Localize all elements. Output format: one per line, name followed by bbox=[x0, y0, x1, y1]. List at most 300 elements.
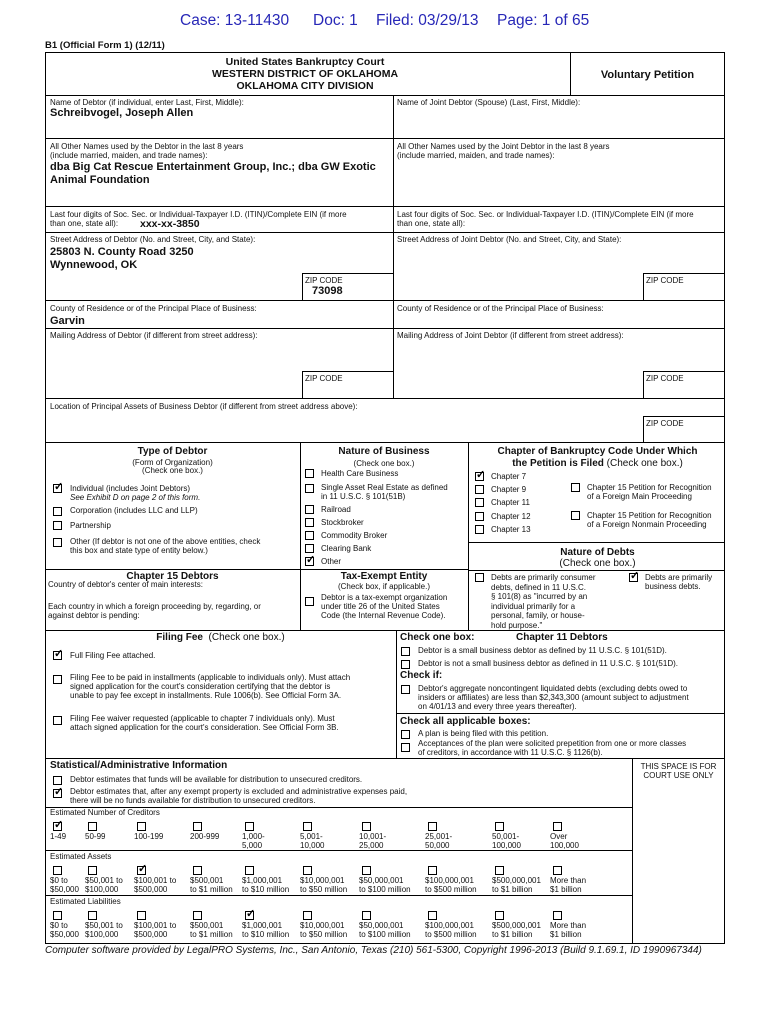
chapter-title-2 bbox=[470, 458, 725, 469]
county-label: County of Residence or of the Principal Place of Business: bbox=[50, 304, 257, 313]
assets-option-9-checkbox[interactable] bbox=[495, 866, 504, 875]
liabilities-option-7-line-2: to $100 million bbox=[359, 930, 411, 939]
creditors-option-8-line-2: 50,000 bbox=[425, 841, 450, 850]
clearing-label: Clearing Bank bbox=[321, 544, 372, 553]
liabilities-option-3-line-1: $100,001 to bbox=[134, 921, 177, 930]
doc-number: Doc: 1 bbox=[313, 12, 358, 29]
liabilities-option-8-label bbox=[425, 921, 477, 939]
assets-option-2-line-1: $50,001 to bbox=[85, 876, 123, 885]
creditors-option-7-line-1: 10,001- bbox=[359, 832, 387, 841]
business-debts-label-2: business debts. bbox=[645, 582, 701, 591]
partnership-label: Partnership bbox=[70, 521, 111, 530]
tax-exempt-3: Code (the Internal Revenue Code). bbox=[321, 611, 446, 620]
creditors-option-8-line-1: 25,001- bbox=[425, 832, 453, 841]
liabilities-option-4-line-1: $500,001 bbox=[190, 921, 224, 930]
liabilities-option-5-checkbox[interactable] bbox=[245, 911, 254, 920]
assets-label: Estimated Assets bbox=[50, 852, 112, 861]
commodity-checkbox[interactable] bbox=[305, 531, 314, 540]
assets-option-3-line-2: $500,000 bbox=[134, 885, 168, 894]
sare-checkbox[interactable] bbox=[305, 484, 314, 493]
tax-exempt-1: Debtor is a tax-exempt organization bbox=[321, 593, 448, 602]
ssn-value[interactable]: xxx-xx-3850 bbox=[140, 218, 200, 230]
other-names-1[interactable]: dba Big Cat Rescue Entertainment Group, Inc.; dba GW Exotic bbox=[50, 161, 376, 173]
not-small-business-checkbox[interactable] bbox=[401, 660, 410, 669]
chapter-15-debtors-title: Chapter 15 Debtors bbox=[126, 571, 219, 582]
divider bbox=[45, 398, 725, 399]
zip-label: ZIP CODE bbox=[305, 276, 343, 285]
liabilities-option-10-checkbox[interactable] bbox=[553, 911, 562, 920]
full-fee-label: Full Filing Fee attached. bbox=[70, 651, 156, 660]
joint-mailing-zip-label: ZIP CODE bbox=[646, 374, 684, 383]
liabilities-option-5-line-2: to $10 million bbox=[242, 930, 290, 939]
divider bbox=[45, 232, 725, 233]
small-business-checkbox[interactable] bbox=[401, 647, 410, 656]
divider bbox=[393, 95, 394, 398]
mailing-label: Mailing Address of Debtor (if different from street address): bbox=[50, 331, 258, 340]
divider bbox=[643, 416, 644, 442]
individual-label: Individual (includes Joint Debtors) bbox=[70, 484, 191, 493]
filed-date: Filed: 03/29/13 bbox=[376, 12, 479, 29]
court-use-only-1: THIS SPACE IS FOR bbox=[640, 762, 717, 771]
assets-option-1-checkbox[interactable] bbox=[53, 866, 62, 875]
assets-option-1-line-1: $0 to bbox=[50, 876, 68, 885]
assets-option-7-label bbox=[359, 876, 411, 894]
other-business-checkbox[interactable] bbox=[305, 557, 314, 566]
assets-option-7-line-1: $50,000,001 bbox=[359, 876, 404, 885]
installments-checkbox[interactable] bbox=[53, 675, 62, 684]
commodity-label: Commodity Broker bbox=[321, 531, 388, 540]
liabilities-option-1-checkbox[interactable] bbox=[53, 911, 62, 920]
chapter-15-nonmain-checkbox[interactable] bbox=[571, 511, 580, 520]
liabilities-option-8-line-2: to $500 million bbox=[425, 930, 477, 939]
consumer-1: Debts are primarily consumer bbox=[491, 573, 596, 582]
assets-option-10-line-1: More than bbox=[550, 876, 587, 885]
assets-option-6-line-2: to $50 million bbox=[300, 885, 348, 894]
assets-option-8-line-2: to $500 million bbox=[425, 885, 477, 894]
liabilities-option-7-checkbox[interactable] bbox=[362, 911, 371, 920]
divider bbox=[396, 630, 397, 758]
other-entity-label-2: this box and state type of entity below.) bbox=[70, 546, 208, 555]
divider bbox=[45, 95, 725, 96]
installments-1: Filing Fee to be paid in installments (applicable to individuals only). Must attach bbox=[70, 673, 351, 682]
chapter-title-2-sub: (Check one box.) bbox=[606, 458, 683, 469]
creditors-option-10-checkbox[interactable] bbox=[553, 822, 562, 831]
liabilities-option-3-label bbox=[134, 921, 176, 939]
assets-option-2-line-2: $100,000 bbox=[85, 885, 119, 894]
funds-not-available-1: Debtor estimates that, after any exempt property is excluded and administrative expenses paid, bbox=[70, 787, 408, 796]
liabilities-option-5-label bbox=[242, 921, 289, 939]
assets-option-10-label bbox=[550, 876, 586, 894]
divider bbox=[45, 206, 725, 207]
chapter-title: Chapter of Bankruptcy Code Under Which bbox=[497, 446, 698, 457]
chapter-15-main-label-2: of a Foreign Main Proceeding bbox=[587, 492, 692, 501]
assets-option-6-checkbox[interactable] bbox=[303, 866, 312, 875]
assets-option-1-line-2: $50,000 bbox=[50, 885, 79, 894]
tax-exempt-2: under title 26 of the United States bbox=[321, 602, 440, 611]
divider bbox=[45, 138, 725, 139]
assets-option-7-checkbox[interactable] bbox=[362, 866, 371, 875]
creditors-option-4-line-1: 200-999 bbox=[190, 832, 220, 841]
divider bbox=[643, 273, 725, 274]
assets-option-1-label bbox=[50, 876, 79, 894]
tax-exempt-sub: (Check box, if applicable.) bbox=[337, 582, 431, 591]
debtor-name[interactable]: Schreibvogel, Joseph Allen bbox=[50, 107, 194, 119]
chapter-11-checkbox[interactable] bbox=[475, 498, 484, 507]
divider bbox=[643, 371, 725, 372]
joint-other-names-label-2: (include married, maiden, and trade names): bbox=[397, 151, 555, 160]
creditors-option-4-checkbox[interactable] bbox=[193, 822, 202, 831]
divider bbox=[45, 442, 725, 443]
other-names-label-2: (include married, maiden, and trade names): bbox=[50, 151, 208, 160]
plan-filed-checkbox[interactable] bbox=[401, 730, 410, 739]
full-fee-checkbox[interactable] bbox=[53, 651, 62, 660]
liabilities-option-2-label bbox=[85, 921, 123, 939]
assets-option-10-line-2: $1 billion bbox=[550, 885, 582, 894]
creditors-option-9-checkbox[interactable] bbox=[495, 822, 504, 831]
form-id: B1 (Official Form 1) (12/11) bbox=[45, 40, 165, 51]
creditors-option-3-line-1: 100-199 bbox=[134, 832, 164, 841]
ssn-label-2: than one, state all): bbox=[50, 219, 119, 228]
check-one-box: Check one box: bbox=[400, 632, 475, 643]
footer-credit: Computer software provided by LegalPRO Systems, Inc., San Antonio, Texas (210) 561-5300, Copyright 1996-2013 (Build 9.1.69.1, ID 1990967344) bbox=[45, 945, 702, 956]
liabilities-option-6-line-1: $10,000,001 bbox=[300, 921, 345, 930]
other-names-label: All Other Names used by the Debtor in the last 8 years bbox=[50, 142, 244, 151]
chapter-15-main-label: Chapter 15 Petition for Recognition bbox=[587, 483, 712, 492]
chapter-9-checkbox[interactable] bbox=[475, 485, 484, 494]
creditors-option-4-label bbox=[190, 832, 219, 841]
liabilities-option-3-checkbox[interactable] bbox=[137, 911, 146, 920]
chapter-12-checkbox[interactable] bbox=[475, 512, 484, 521]
creditors-option-6-line-2: 10,000 bbox=[300, 841, 325, 850]
creditors-option-7-checkbox[interactable] bbox=[362, 822, 371, 831]
liabilities-option-10-line-1: More than bbox=[550, 921, 587, 930]
other-business-label: Other bbox=[321, 557, 342, 566]
creditors-option-8-checkbox[interactable] bbox=[428, 822, 437, 831]
divider bbox=[643, 416, 725, 417]
assets-option-9-line-2: to $1 billion bbox=[492, 885, 533, 894]
filing-fee-title-main: Filing Fee bbox=[156, 632, 203, 643]
assets-option-10-checkbox[interactable] bbox=[553, 866, 562, 875]
divider bbox=[302, 371, 303, 398]
debtor-name-label: Name of Debtor (if individual, enter Last, First, Middle): bbox=[50, 98, 244, 107]
court-line-1: United States Bankruptcy Court bbox=[225, 56, 385, 68]
assets-option-5-line-1: $1,000,001 bbox=[242, 876, 283, 885]
chapter-15-main-checkbox[interactable] bbox=[571, 483, 580, 492]
liabilities-option-6-checkbox[interactable] bbox=[303, 911, 312, 920]
waiver-1: Filing Fee waiver requested (applicable to chapter 7 individuals only). Must bbox=[70, 714, 335, 723]
creditors-option-5-label bbox=[242, 832, 265, 850]
nature-of-debts-sub: (Check one box.) bbox=[559, 558, 636, 569]
other-entity-checkbox[interactable] bbox=[53, 538, 62, 547]
assets-option-6-line-1: $10,000,001 bbox=[300, 876, 345, 885]
liabilities-option-6-label bbox=[300, 921, 347, 939]
creditors-label: Estimated Number of Creditors bbox=[50, 808, 160, 817]
partnership-checkbox[interactable] bbox=[53, 521, 62, 530]
check-if: Check if: bbox=[400, 670, 443, 681]
health-care-label: Health Care Business bbox=[321, 469, 399, 478]
aggregate-debts-checkbox[interactable] bbox=[401, 685, 410, 694]
stockbroker-checkbox[interactable] bbox=[305, 518, 314, 527]
liabilities-option-5-line-1: $1,000,001 bbox=[242, 921, 283, 930]
each-country-label: Each country in which a foreign proceeding by, regarding, or bbox=[48, 602, 261, 611]
each-country-label-2: against debtor is pending: bbox=[48, 611, 140, 620]
docket-header bbox=[0, 10, 770, 34]
creditors-option-9-line-2: 100,000 bbox=[492, 841, 521, 850]
creditors-option-10-label bbox=[550, 832, 579, 850]
court-title bbox=[150, 56, 460, 92]
divider bbox=[45, 569, 468, 570]
check-all-applicable: Check all applicable boxes: bbox=[400, 716, 531, 727]
small-business-label: Debtor is a small business debtor as defined by 11 U.S.C. § 101(51D). bbox=[418, 646, 667, 655]
liabilities-option-9-checkbox[interactable] bbox=[495, 911, 504, 920]
chapter-9-label: Chapter 9 bbox=[491, 485, 527, 494]
liabilities-option-8-line-1: $100,000,001 bbox=[425, 921, 474, 930]
mailing-zip-label: ZIP CODE bbox=[305, 374, 343, 383]
creditors-option-3-label bbox=[134, 832, 163, 841]
divider bbox=[45, 300, 725, 301]
consumer-6: hold purpose." bbox=[491, 620, 543, 630]
liabilities-option-9-line-1: $500,000,001 bbox=[492, 921, 541, 930]
creditors-option-6-label bbox=[300, 832, 324, 850]
nature-of-business-sub: (Check one box.) bbox=[353, 459, 415, 468]
creditors-option-10-line-1: Over bbox=[550, 832, 568, 841]
divider bbox=[643, 371, 644, 398]
chapter-7-label: Chapter 7 bbox=[491, 472, 527, 481]
county-value[interactable]: Garvin bbox=[50, 315, 85, 327]
health-care-checkbox[interactable] bbox=[305, 469, 314, 478]
liabilities-option-1-label bbox=[50, 921, 79, 939]
consumer-2: debts, defined in 11 U.S.C. bbox=[491, 582, 587, 592]
divider bbox=[302, 273, 393, 274]
filing-fee-title bbox=[45, 632, 396, 643]
filing-fee-sub: (Check one box.) bbox=[208, 632, 285, 643]
creditors-option-3-checkbox[interactable] bbox=[137, 822, 146, 831]
assets-option-9-label bbox=[492, 876, 541, 894]
assets-option-4-label bbox=[190, 876, 233, 894]
liabilities-option-1-line-2: $50,000 bbox=[50, 930, 79, 939]
liabilities-option-10-line-2: $1 billion bbox=[550, 930, 582, 939]
other-entity-label: Other (If debtor is not one of the above entities, check bbox=[70, 537, 261, 546]
not-small-business-label: Debtor is not a small business debtor as defined in 11 U.S.C. § 101(51D). bbox=[418, 659, 678, 668]
nature-of-debts-title: Nature of Debts bbox=[560, 547, 635, 558]
court-line-3: OKLAHOMA CITY DIVISION bbox=[236, 80, 374, 92]
creditors-option-9-line-1: 50,001- bbox=[492, 832, 520, 841]
creditors-option-5-line-1: 1,000- bbox=[242, 832, 265, 841]
consumer-4: individual primarily for a bbox=[491, 601, 576, 611]
case-number: Case: 13-11430 bbox=[180, 12, 290, 29]
waiver-2: attach signed application for the court's consideration. See Official Form 3B. bbox=[70, 723, 339, 732]
divider bbox=[45, 895, 632, 896]
aggregate-3: on 4/01/13 and every three years thereafter). bbox=[418, 702, 577, 711]
assets-option-4-checkbox[interactable] bbox=[193, 866, 202, 875]
liabilities-option-1-line-1: $0 to bbox=[50, 921, 68, 930]
business-debts-checkbox[interactable] bbox=[629, 573, 638, 582]
chapter-15-nonmain-label: Chapter 15 Petition for Recognition bbox=[587, 511, 712, 520]
clearing-checkbox[interactable] bbox=[305, 544, 314, 553]
street-label: Street Address of Debtor (No. and Street, City, and State): bbox=[50, 235, 256, 244]
liabilities-option-7-line-1: $50,000,001 bbox=[359, 921, 404, 930]
court-use-only-2: COURT USE ONLY bbox=[643, 771, 714, 780]
liabilities-option-6-line-2: to $50 million bbox=[300, 930, 348, 939]
individual-checkbox[interactable] bbox=[53, 484, 62, 493]
chapter-12-label: Chapter 12 bbox=[491, 512, 531, 521]
joint-mailing-label: Mailing Address of Joint Debtor (if different from street address): bbox=[397, 331, 624, 340]
joint-street-label: Street Address of Joint Debtor (No. and Street, City, and State): bbox=[397, 235, 622, 244]
creditors-option-5-line-2: 5,000 bbox=[242, 841, 263, 850]
assets-option-4-line-2: to $1 million bbox=[190, 885, 233, 894]
assets-option-3-label bbox=[134, 876, 176, 894]
acceptances-checkbox[interactable] bbox=[401, 743, 410, 752]
divider bbox=[570, 52, 571, 95]
creditors-option-7-label bbox=[359, 832, 386, 850]
assets-option-8-line-1: $100,000,001 bbox=[425, 876, 474, 885]
assets-option-8-label bbox=[425, 876, 477, 894]
ssn-label: Last four digits of Soc. Sec. or Individual-Taxpayer I.D. (ITIN)/Complete EIN (if more bbox=[50, 210, 347, 219]
creditors-option-1-label bbox=[50, 832, 66, 841]
acceptances-1: Acceptances of the plan were solicited prepetition from one or more classes bbox=[418, 739, 687, 748]
chapter-7-checkbox[interactable] bbox=[475, 472, 484, 481]
divider bbox=[396, 713, 725, 714]
joint-name-label: Name of Joint Debtor (Spouse) (Last, First, Middle): bbox=[397, 98, 581, 107]
assets-option-5-label bbox=[242, 876, 289, 894]
funds-available-label: Debtor estimates that funds will be available for distribution to unsecured creditors. bbox=[70, 775, 363, 784]
chapter-11-label: Chapter 11 bbox=[491, 498, 530, 507]
business-debts-label: Debts are primarily bbox=[645, 573, 713, 582]
liabilities-option-2-checkbox[interactable] bbox=[88, 911, 97, 920]
divider bbox=[300, 442, 301, 630]
creditors-option-1-line-1: 1-49 bbox=[50, 832, 67, 841]
divider bbox=[632, 758, 633, 944]
creditors-option-9-label bbox=[492, 832, 521, 850]
assets-option-2-label bbox=[85, 876, 123, 894]
location-label: Location of Principal Assets of Business Debtor (if different from street address above): bbox=[50, 402, 358, 411]
street-line-1[interactable]: 25803 N. County Road 3250 bbox=[50, 246, 194, 258]
creditors-option-2-checkbox[interactable] bbox=[88, 822, 97, 831]
consumer-debts-label bbox=[491, 573, 595, 630]
chapter-13-label: Chapter 13 bbox=[491, 525, 531, 534]
street-line-2[interactable]: Wynnewood, OK bbox=[50, 259, 138, 271]
waiver-checkbox[interactable] bbox=[53, 716, 62, 725]
chapter-13-checkbox[interactable] bbox=[475, 525, 484, 534]
type-of-debtor-sub2: (Check one box.) bbox=[142, 466, 203, 475]
liabilities-option-9-line-2: to $1 billion bbox=[492, 930, 533, 939]
page-number: Page: 1 of 65 bbox=[497, 12, 590, 29]
creditors-option-6-checkbox[interactable] bbox=[303, 822, 312, 831]
divider bbox=[45, 630, 725, 631]
sare-label-2: in 11 U.S.C. § 101(51B) bbox=[321, 492, 406, 501]
chapter-11-debtors-title: Chapter 11 Debtors bbox=[516, 632, 608, 643]
joint-ssn-label-2: than one, state all): bbox=[397, 219, 466, 228]
creditors-option-5-checkbox[interactable] bbox=[245, 822, 254, 831]
funds-not-available-checkbox[interactable] bbox=[53, 789, 62, 798]
liabilities-option-10-label bbox=[550, 921, 586, 939]
consumer-debts-checkbox[interactable] bbox=[475, 573, 484, 582]
acceptances-2: of creditors, in accordance with 11 U.S.C. § 1126(b). bbox=[418, 748, 603, 757]
creditors-option-8-label bbox=[425, 832, 452, 850]
chapter-title-2-main: the Petition is Filed bbox=[512, 458, 604, 469]
creditors-option-7-line-2: 25,000 bbox=[359, 841, 384, 850]
creditors-option-10-line-2: 100,000 bbox=[550, 841, 579, 850]
railroad-checkbox[interactable] bbox=[305, 505, 314, 514]
assets-option-6-label bbox=[300, 876, 347, 894]
aggregate-1: Debtor's aggregate noncontingent liquidated debts (excluding debts owed to bbox=[418, 684, 688, 693]
aggregate-2: insiders or affiliates) are less than $2,343,300 (amount subject to adjustment bbox=[418, 693, 689, 702]
liabilities-option-9-label bbox=[492, 921, 541, 939]
liabilities-option-2-line-2: $100,000 bbox=[85, 930, 119, 939]
creditors-option-2-label bbox=[85, 832, 105, 841]
assets-option-9-line-1: $500,000,001 bbox=[492, 876, 541, 885]
divider bbox=[45, 850, 632, 851]
divider bbox=[643, 273, 644, 300]
assets-option-3-line-1: $100,001 to bbox=[134, 876, 177, 885]
individual-note: See Exhibit D on page 2 of this form. bbox=[70, 493, 201, 502]
stats-title: Statistical/Administrative Information bbox=[50, 760, 228, 771]
assets-option-5-line-2: to $10 million bbox=[242, 885, 290, 894]
assets-option-5-checkbox[interactable] bbox=[245, 866, 254, 875]
creditors-option-2-line-1: 50-99 bbox=[85, 832, 106, 841]
voluntary-petition: Voluntary Petition bbox=[600, 69, 695, 81]
liabilities-option-4-checkbox[interactable] bbox=[193, 911, 202, 920]
divider bbox=[302, 371, 393, 372]
installments-3: unable to pay fee except in installments. Rule 1006(b). See Official Form 3A. bbox=[70, 691, 342, 700]
consumer-3: § 101(8) as "incurred by an bbox=[491, 592, 588, 601]
sare-label: Single Asset Real Estate as defined bbox=[321, 483, 448, 492]
installments-2: signed application for the court's consideration certifying that the debtor is bbox=[70, 682, 331, 691]
plan-filed-label: A plan is being filed with this petition. bbox=[418, 729, 549, 738]
liabilities-option-4-line-2: to $1 million bbox=[190, 930, 233, 939]
zip-value[interactable]: 73098 bbox=[312, 285, 343, 297]
chapter-15-nonmain-label-2: of a Foreign Nonmain Proceeding bbox=[587, 520, 707, 529]
creditors-option-6-line-1: 5,001- bbox=[300, 832, 323, 841]
liabilities-option-3-line-2: $500,000 bbox=[134, 930, 168, 939]
corporation-label: Corporation (includes LLC and LLP) bbox=[70, 506, 198, 515]
liabilities-label: Estimated Liabilities bbox=[50, 897, 121, 906]
assets-option-2-checkbox[interactable] bbox=[88, 866, 97, 875]
location-zip-label: ZIP CODE bbox=[646, 419, 684, 428]
divider bbox=[468, 442, 469, 630]
divider bbox=[468, 570, 725, 571]
corporation-checkbox[interactable] bbox=[53, 507, 62, 516]
court-line-2: WESTERN DISTRICT OF OKLAHOMA bbox=[211, 68, 399, 80]
other-names-2[interactable]: Animal Foundation bbox=[50, 174, 150, 186]
joint-zip-label: ZIP CODE bbox=[646, 276, 684, 285]
joint-ssn-label: Last four digits of Soc. Sec. or Individual-Taxpayer I.D. (ITIN)/Complete EIN (if more bbox=[397, 210, 694, 219]
funds-available-checkbox[interactable] bbox=[53, 776, 62, 785]
liabilities-option-7-label bbox=[359, 921, 411, 939]
divider bbox=[45, 758, 725, 759]
tax-exempt-checkbox[interactable] bbox=[305, 597, 314, 606]
assets-option-3-checkbox[interactable] bbox=[137, 866, 146, 875]
railroad-label: Railroad bbox=[321, 505, 351, 514]
creditors-option-1-checkbox[interactable] bbox=[53, 822, 62, 831]
liabilities-option-4-label bbox=[190, 921, 233, 939]
country-label: Country of debtor's center of main interests: bbox=[48, 580, 203, 589]
consumer-5: personal, family, or house- bbox=[491, 611, 585, 620]
divider bbox=[45, 328, 725, 329]
liabilities-option-2-line-1: $50,001 to bbox=[85, 921, 123, 930]
assets-option-8-checkbox[interactable] bbox=[428, 866, 437, 875]
divider bbox=[302, 273, 303, 300]
nature-of-business-title: Nature of Business bbox=[338, 446, 430, 457]
liabilities-option-8-checkbox[interactable] bbox=[428, 911, 437, 920]
type-of-debtor-sub1: (Form of Organization) bbox=[132, 458, 213, 467]
assets-option-7-line-2: to $100 million bbox=[359, 885, 411, 894]
joint-county-label: County of Residence or of the Principal Place of Business: bbox=[397, 304, 604, 313]
funds-not-available-2: there will be no funds available for distribution to unsecured creditors. bbox=[70, 796, 316, 805]
assets-option-4-line-1: $500,001 bbox=[190, 876, 224, 885]
divider bbox=[468, 542, 725, 543]
joint-other-names-label: All Other Names used by the Joint Debtor in the last 8 years bbox=[397, 142, 610, 151]
